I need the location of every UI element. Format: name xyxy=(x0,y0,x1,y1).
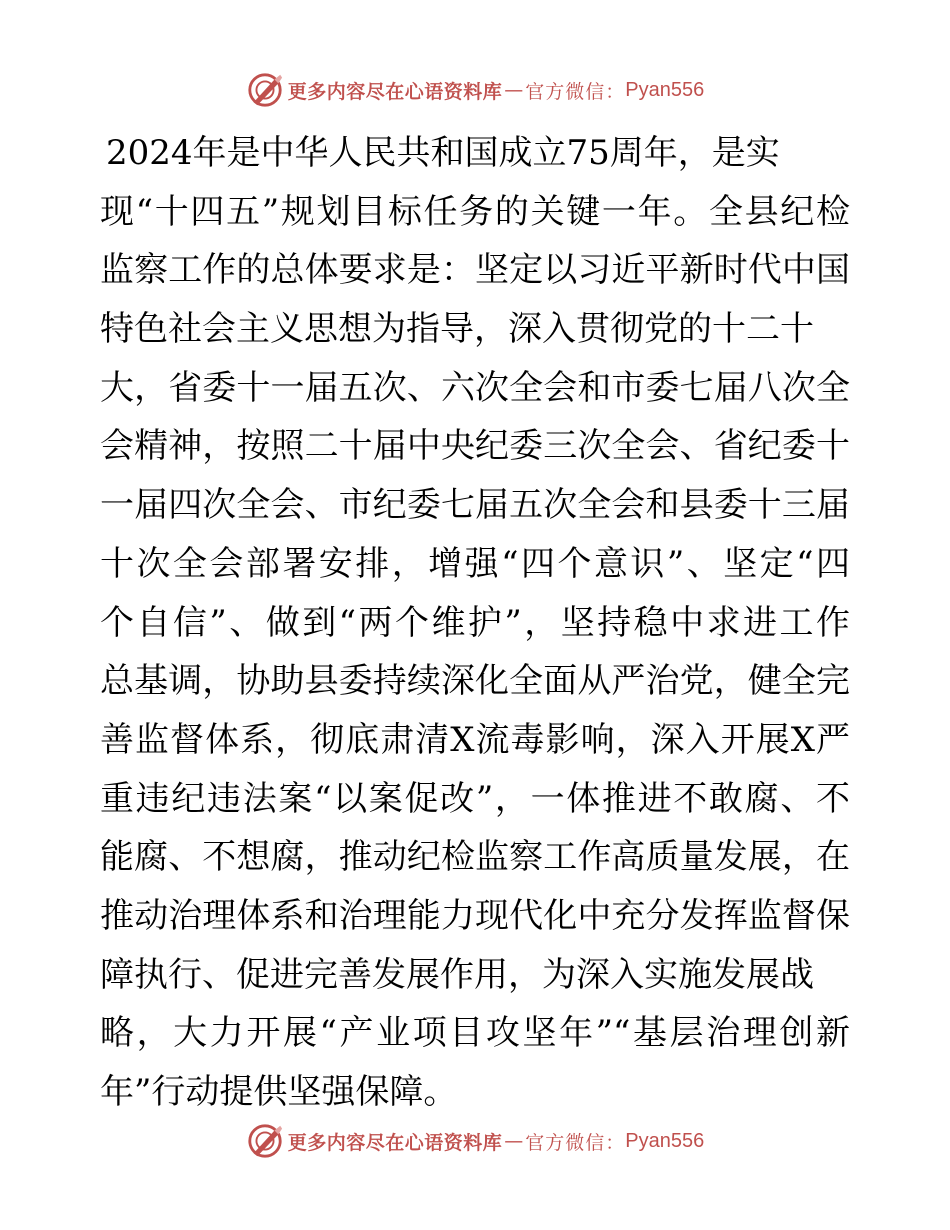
body-line: 略，大力开展“产业项目攻坚年”“基层治理创新 xyxy=(100,1013,850,1054)
watermark-wechat-label: 官方微信： xyxy=(525,1131,626,1154)
body-line: 2024年是中华人民共和国成立75周年，是实 xyxy=(106,133,780,173)
body-line: 监察工作的总体要求是：坚定以习近平新时代中国 xyxy=(100,250,850,291)
body-line: 现“十四五”规划目标任务的关键一年。全县纪检 xyxy=(100,191,850,232)
pen-seal-icon xyxy=(246,1122,284,1160)
body-line: 总基调，协助县委持续深化全面从严治党，健全完 xyxy=(100,661,850,702)
body-line: 特色社会主义思想为指导，深入贯彻党的十二十 xyxy=(100,309,814,350)
body-line: 障执行、促进完善发展作用，为深入实施发展战 xyxy=(100,954,814,995)
watermark-text: 更多内容尽在心语资料库 xyxy=(287,1131,503,1154)
pen-seal-icon xyxy=(246,71,284,109)
body-line: 大，省委十一届五次、六次全会和市委七届八次全 xyxy=(100,367,850,408)
watermark-separator: — xyxy=(504,1130,524,1152)
header-watermark xyxy=(0,68,950,112)
watermark-wechat-id: Pyan556 xyxy=(625,1129,705,1152)
body-line: 重违纪违法案“以案促改”，一体推进不敢腐、不 xyxy=(100,778,850,819)
watermark-wechat-label: 官方微信： xyxy=(525,80,626,103)
body-line: 能腐、不想腐，推动纪检监察工作高质量发展，在 xyxy=(100,837,850,878)
watermark-wechat-id: Pyan556 xyxy=(625,78,705,101)
footer-watermark xyxy=(0,1119,950,1163)
document-body xyxy=(100,124,850,1122)
body-line: 年”行动提供坚强保障。 xyxy=(100,1072,458,1112)
body-line: 十次全会部署安排，增强“四个意识”、坚定“四 xyxy=(100,543,850,584)
watermark-separator: — xyxy=(504,79,524,101)
body-line: 会精神，按照二十届中央纪委三次全会、省纪委十 xyxy=(100,426,850,467)
body-line: 个自信”、做到“两个维护”，坚持稳中求进工作 xyxy=(100,602,850,643)
watermark-text: 更多内容尽在心语资料库 xyxy=(287,80,503,103)
body-line: 善监督体系，彻底肃清X流毒影响，深入开展X严 xyxy=(100,719,850,760)
body-line: 一届四次全会、市纪委七届五次全会和县委十三届 xyxy=(100,485,850,526)
body-line: 推动治理体系和治理能力现代化中充分发挥监督保 xyxy=(100,895,850,936)
